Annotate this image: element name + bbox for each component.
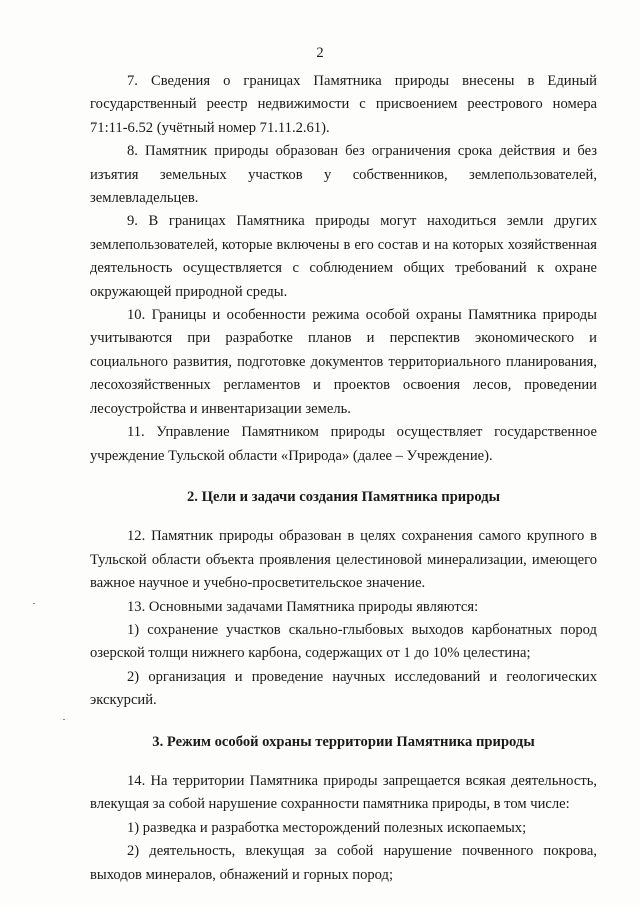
- paragraph-13-item-1: 1) сохранение участков скально-глыбовых выходов карбонатных пород озерской толщи нижнего карбона, содержащих от 1 до 10% целестина;: [90, 621, 597, 662]
- paragraph-8: 8. Памятник природы образован без ограничения срока действия и без изъятия земельных участков у собственников, землепользователей, землевладельцев.: [90, 143, 597, 207]
- paragraph-14-item-1: 1) разведка и разработка месторождений полезных ископаемых;: [127, 819, 527, 836]
- paragraph-12: 12. Памятник природы образован в целях сохранения самого крупного в Тульской области объекта проявления целестиновой минерализации, имеющего важное научное и учебно-просветительское значение.: [90, 528, 597, 592]
- scan-speck: [33, 603, 35, 604]
- paragraph-10: 10. Границы и особенности режима особой охраны Памятника природы учитываются при разработке планов и перспектив экономического и социального развития, подготовке документов территориального планирования, лесохозяйственных регламентов и проектов освоения лесов, проведении лесоустройства и инвентаризации земель.: [90, 307, 597, 417]
- scan-speck: [63, 719, 65, 720]
- paragraph-13-item-2: 2) организация и проведение научных исследований и геологических экскурсий.: [90, 668, 597, 709]
- paragraph-14: 14. На территории Памятника природы запрещается всякая деятельность, влекущая за собой нарушение сохранности памятника природы, в том числе:: [90, 772, 597, 813]
- paragraph-9: 9. В границах Памятника природы могут находиться земли других землепользователей, которые включены в его состав и на которых хозяйственная деятельность осуществляется с соблюдением общих требований к охране окружающей природной среды.: [90, 213, 597, 300]
- paragraph-14-item-2: 2) деятельность, влекущая за собой нарушение почвенного покрова, выходов минералов, обнажений и горных пород;: [90, 843, 597, 883]
- section-3-heading: 3. Режим особой охраны территории Памятника природы: [152, 733, 535, 750]
- document-body: [90, 70, 597, 887]
- paragraph-11: 11. Управление Памятником природы осуществляет государственное учреждение Тульской области «Природа» (далее – Учреждение).: [90, 424, 597, 464]
- page-number: 2: [316, 45, 324, 61]
- section-2-heading: 2. Цели и задачи создания Памятника природы: [187, 488, 500, 505]
- paragraph-7: 7. Сведения о границах Памятника природы внесены в Единый государственный реестр недвижимости с присвоением реестрового номера 71:11-6.52 (учётный номер 71.11.2.61).: [90, 73, 597, 136]
- paragraph-13: 13. Основными задачами Памятника природы являются:: [127, 598, 479, 615]
